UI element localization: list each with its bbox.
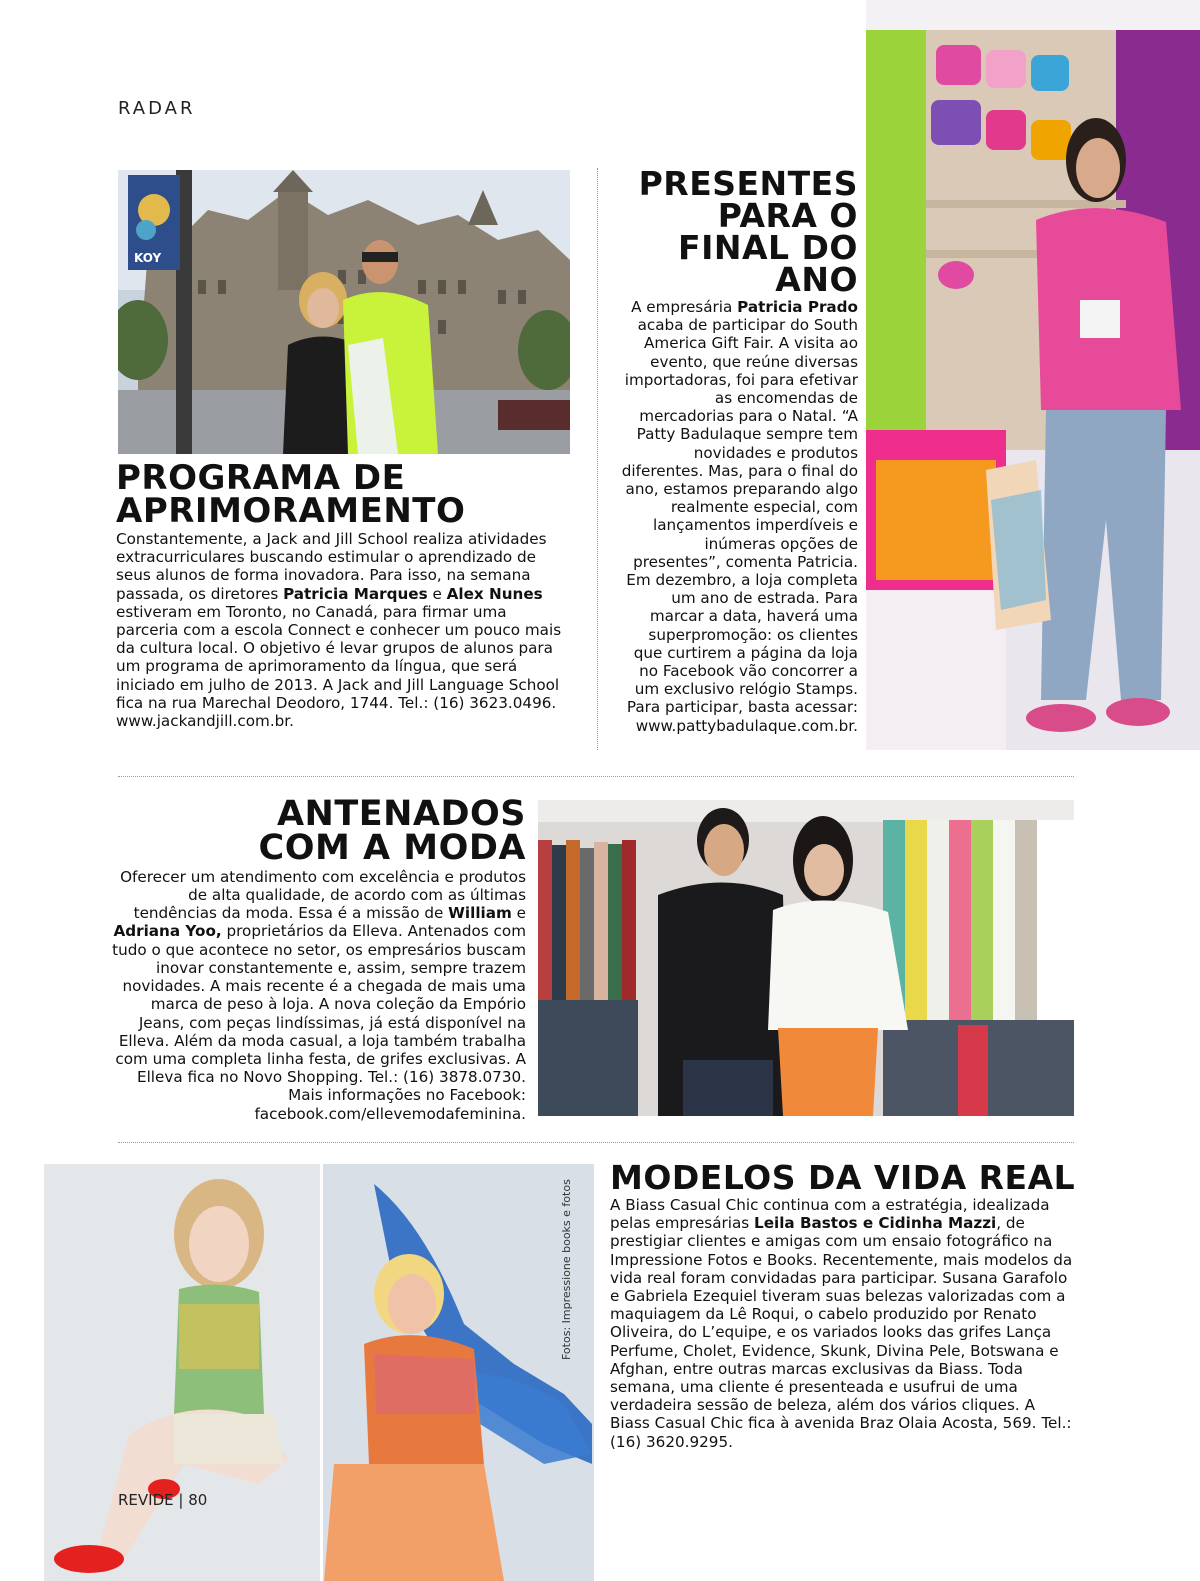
programa-title	[116, 458, 566, 531]
toronto-photo	[118, 170, 570, 454]
footer-magazine: REVIDE	[118, 1491, 174, 1509]
section-divider-2	[118, 1142, 1074, 1143]
section-label: RADAR	[118, 98, 196, 119]
antenados-text-3: proprietários da Elleva. Antenados com tudo o que acontece no setor, os empresários buscam inovar constantemente e, assim, sempre trazem novidades. A mais recente é a chegada de mais uma marca de peso à loja. A nova coleção da Empório Jeans, com peças lindíssimas, já está disponível na Elleva. Além da moda casual, a loja também trabalha com uma completa linha festa, de grifes exclusivas. A Elleva fica no Novo Shopping. Tel.: (16) 3878.0730. Mais informações no Facebook: facebook.com/ellevemodafeminina.	[112, 922, 526, 1123]
antenados-body	[112, 868, 526, 1123]
programa-text-3: estiveram em Toronto, no Canadá, para firmar uma parceria com a escola Connect e conhecer um pouco mais da cultura local. O objetivo é levar grupos de alunos para um programa de aprimoramento da língua, que será iniciado em julho de 2013. A Jack and Jill Language School fica na rua Marechal Deodoro, 1744. Tel.: (16) 3623.0496. www.jackandjill.com.br.	[116, 602, 562, 730]
presentes-title	[616, 164, 858, 299]
presentes-title-line4: ANO	[775, 260, 858, 299]
programa-body	[116, 530, 566, 730]
presentes-title-line3: FINAL DO	[678, 228, 858, 267]
banner-sign-text: KOY	[134, 251, 162, 265]
article-antenados	[112, 794, 526, 1123]
antenados-text-2: e	[511, 904, 526, 923]
article-presentes	[616, 164, 858, 735]
programa-name-patricia: Patricia Marques	[283, 584, 428, 603]
page-footer	[118, 1491, 207, 1509]
column-divider	[597, 168, 598, 750]
antenados-title-line1: ANTENADOS	[276, 794, 526, 834]
antenados-title	[112, 794, 526, 868]
presentes-text-2: acaba de participar do South America Gift Fair. A visita ao evento, que reúne diversas importadoras, foi para efetivar as encomendas de mercadorias para o Natal. “A Patty Badulaque sempre tem novidades e produtos diferentes. Mas, para o final do ano, estamos preparando algo realmente especial, com lançamentos imperdíveis e inúmeras opções de presentes”, comenta Patricia. Em dezembro, a loja completa um ano de estrada. Para marcar a data, haverá uma superpromoção: os clientes que curtirem a página da loja no Facebook vão concorrer a um exclusivo relógio Stamps. Para participar, basta acessar: www.pattybadulaque.com.br.	[621, 316, 858, 735]
modelos-title: MODELOS DA VIDA REAL	[610, 1158, 1076, 1197]
modelos-text-1: A Biass Casual Chic continua com a estratégia, idealizada pelas empresárias	[610, 1196, 1050, 1233]
article-modelos	[610, 1158, 1076, 1451]
antenados-name-adriana: Adriana Yoo,	[113, 922, 222, 941]
modelos-text-2: , de prestigiar clientes e amigas com um ensaio fotográfico na Impressione Fotos e Books. Recentemente, mais modelos da vida real foram convidadas para participar. Susana Garafolo e Gabriela Ezequiel tiveram suas belezas valorizadas com a maquiagem da Lê Roqui, o cabelo produzido por Renato Oliveira, do L’equipe, e os variados looks das grifes Lança Perfume, Cholet, Evidence, Skunk, Divina Pele, Botswana e Afghan, entre outras marcas exclusivas da Biass. Toda semana, uma cliente é presenteada e usufrui de uma verdadeira sessão de beleza, além dos vários cliques. A Biass Casual Chic fica à avenida Braz Olaia Acosta, 569. Tel.: (16) 3620.9295.	[610, 1214, 1073, 1451]
models-photo	[44, 1164, 594, 1581]
modelos-names: Leila Bastos e Cidinha Mazzi	[754, 1214, 997, 1233]
fashion-store-photo	[538, 800, 1074, 1116]
presentes-text-1: A empresária	[631, 298, 738, 316]
footer-page-number: 80	[188, 1491, 208, 1509]
antenados-name-william: William	[448, 904, 512, 923]
programa-title-line2: APRIMORAMENTO	[116, 490, 466, 531]
presentes-title-line2: PARA O	[717, 196, 858, 235]
presentes-name-patricia: Patricia Prado	[737, 298, 858, 316]
programa-text-2: e	[427, 584, 447, 603]
article-programa	[116, 458, 566, 730]
photo-credit: Fotos: Impressione books e fotos	[560, 1179, 573, 1360]
modelos-body	[610, 1196, 1076, 1451]
antenados-text-1: Oferecer um atendimento com excelência e produtos de alta qualidade, de acordo com as últimas tendências da moda. Essa é a missão de	[120, 867, 526, 923]
programa-name-alex: Alex Nunes	[446, 584, 543, 603]
presentes-body	[616, 298, 858, 735]
footer-separator: |	[178, 1491, 184, 1509]
gift-store-photo	[866, 0, 1200, 750]
antenados-title-line2: COM A MODA	[258, 827, 526, 868]
section-divider-1	[118, 776, 1074, 777]
programa-text-1: Constantemente, a Jack and Jill School realiza atividades extracurriculares buscando estimular o aprendizado de seus alunos de forma inovadora. Para isso, na semana passada, os diretores	[116, 529, 547, 603]
programa-title-line1: PROGRAMA DE	[116, 458, 406, 498]
presentes-title-line1: PRESENTES	[638, 164, 858, 203]
